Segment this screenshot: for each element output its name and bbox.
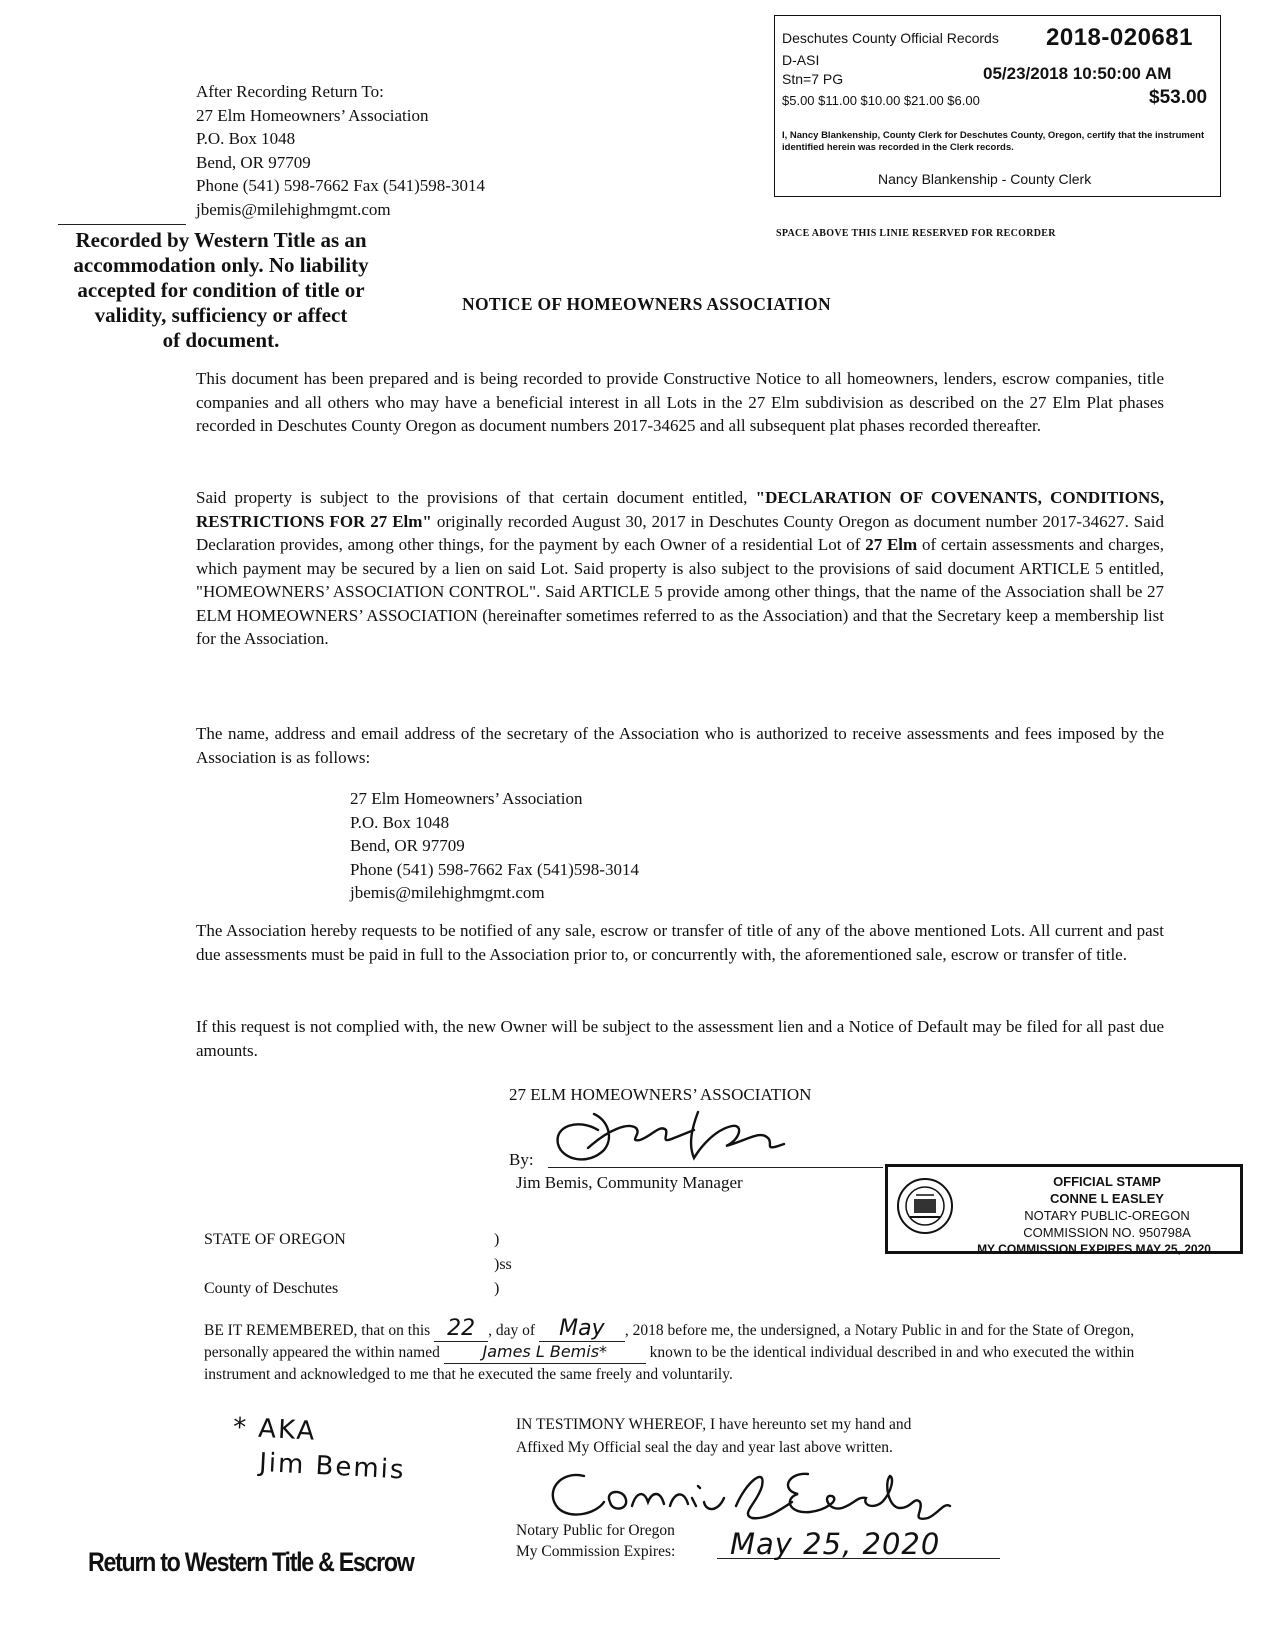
notary-title: NOTARY PUBLIC-OREGON (1024, 1208, 1190, 1223)
return-to-heading: After Recording Return To: (196, 82, 384, 101)
recorder-title: Deschutes County Official Records (782, 30, 999, 46)
association-name: 27 ELM HOMEOWNERS’ ASSOCIATION (509, 1085, 812, 1104)
notary-stamp (885, 1164, 1243, 1254)
venue-paren: ) (494, 1280, 500, 1297)
stamp-line: Recorded by Western Title as an (75, 228, 367, 252)
paragraph-text: Said property is subject to the provisions of that certain document entitled, (196, 488, 756, 507)
venue-state: STATE OF OREGON (204, 1231, 346, 1248)
paragraph-constructive-notice: This document has been prepared and is being recorded to provide Constructive Notice to all homeowners, lenders, escrow companies, title companies and all others who may have a beneficial interest in all Lots in the 27 Elm subdivision as described on the 27 Elm Plat phases recorded in Deschutes County Oregon as document numbers 2017-34625 and all subsequent plat phases recorded thereafter. (196, 369, 1164, 435)
oregon-seal-icon (896, 1177, 954, 1235)
return-to-box: P.O. Box 1048 (196, 129, 296, 148)
notary-name: CONNE L EASLEY (1050, 1191, 1164, 1206)
ack-month: May (559, 1316, 605, 1341)
aka-handwritten-note (230, 1410, 408, 1487)
paragraph-secretary: The name, address and email address of the secretary of the Association who is authorized to receive assessments and fees imposed by the Association is as follows: (196, 724, 1164, 767)
stamp-heading: OFFICIAL STAMP (1053, 1174, 1161, 1189)
venue-county: County of Deschutes (204, 1280, 339, 1297)
ack-month-field (539, 1316, 625, 1342)
paragraph-text: originally recorded August 30, 2017 in Deschutes County Oregon as document number 2017-34627. Said Declaration provides, among other things, for the payment by each Owner of a residential Lot of (196, 511, 1164, 554)
return-to-phone: Phone (541) 598-7662 Fax (541)598-3014 (196, 176, 485, 195)
notary-stamp-text (976, 1173, 1238, 1258)
return-to-western-title: Return to Western Title & Escrow (88, 1547, 414, 1577)
address-email: jbemis@milehighmgmt.com (350, 883, 545, 902)
acknowledgment-paragraph (204, 1316, 1184, 1385)
ack-name: James L Bemis* (482, 1342, 608, 1361)
testimony-block (516, 1413, 911, 1459)
return-to-city: Bend, OR 97709 (196, 152, 311, 172)
return-to-email: jbemis@milehighmgmt.com (196, 199, 391, 219)
record-number: 2018-020681 (1046, 24, 1193, 51)
commission-number: COMMISSION NO. 950798A (1023, 1225, 1191, 1240)
clerk-certification: I, Nancy Blankenship, County Clerk for Deschutes County, Oregon, certify that the instrument identified herein was recorded in the Clerk records. (782, 130, 1205, 153)
document-title: NOTICE OF HOMEOWNERS ASSOCIATION (462, 294, 831, 314)
notary-footer (516, 1520, 675, 1562)
stamp-line: accepted for condition of title or (77, 278, 365, 302)
paragraph-declaration (196, 486, 1164, 651)
declaration-title: "DECLARATION OF COVENANTS, CONDITIONS, RESTRICTIONS FOR 27 Elm" (196, 488, 1164, 531)
record-fees: $5.00 $11.00 $10.00 $21.00 $6.00 (782, 93, 980, 108)
return-to-block (196, 80, 485, 221)
address-box: P.O. Box 1048 (350, 812, 450, 832)
record-datetime: 05/23/2018 10:50:00 AM (983, 64, 1172, 83)
aka-label: * AKA (232, 1412, 318, 1447)
county-clerk: Nancy Blankenship - County Clerk (878, 171, 1092, 187)
address-city: Bend, OR 97709 (350, 836, 465, 855)
ack-text: known to be the identical individual described in and who executed the within instrument and acknowledged to me that he executed the same freely and voluntarily. (204, 1344, 1135, 1383)
notary-public-label: Notary Public for Oregon (516, 1522, 675, 1539)
venue-paren: ) (494, 1231, 500, 1248)
secretary-address (350, 787, 639, 905)
address-phone: Phone (541) 598-7662 Fax (541)598-3014 (350, 859, 639, 879)
record-total: $53.00 (1149, 87, 1208, 108)
address-name: 27 Elm Homeowners’ Association (350, 789, 583, 808)
aka-name: Jim Bemis (258, 1447, 407, 1486)
ack-day: 22 (447, 1316, 476, 1341)
recorder-space-note: SPACE ABOVE THIS LINIE RESERVED FOR RECORDER (776, 228, 1056, 239)
testimony-line: Affixed My Official seal the day and year last above written. (516, 1439, 893, 1456)
commission-expires-handwritten: May 25, 2020 (730, 1527, 941, 1561)
stamp-line: validity, sufficiency or affect (94, 303, 348, 327)
venue-ss: )ss (494, 1256, 512, 1273)
western-title-stamp (30, 228, 412, 353)
record-station: Stn=7 PG (782, 71, 844, 87)
notary-signature (540, 1462, 960, 1528)
ack-text: , day of (488, 1322, 539, 1339)
recorder-box (774, 15, 1221, 197)
stamp-line: accommodation only. No liability (73, 253, 369, 277)
record-code: D-ASI (782, 52, 820, 68)
return-to-name: 27 Elm Homeowners’ Association (196, 105, 429, 125)
subdivision-name: 27 Elm (865, 535, 918, 554)
manager-signature (548, 1100, 808, 1172)
testimony-line: IN TESTIMONY WHEREOF, I have hereunto set my hand and (516, 1416, 912, 1433)
signer-name: Jim Bemis, Community Manager (516, 1173, 743, 1192)
divider-line (58, 224, 186, 225)
stamp-line: of document. (162, 328, 280, 352)
by-label: By: (509, 1150, 534, 1169)
paragraph-default: If this request is not complied with, the new Owner will be subject to the assessment lien and a Notice of Default may be filed for all past due amounts. (196, 1017, 1164, 1060)
paragraph-text: of certain assessments and charges, which payment may be secured by a lien on said Lot. Said property is also subject to the provisions of said document ARTICLE 5 entitled, "HOMEOWNERS’ ASSOCIATION CONTROL". Said ARTICLE 5 provide among other things, that the name of the Association shall be 27 ELM HOMEOWNERS’ ASSOCIATION (hereinafter sometimes referred to as the Association) and that the Secretary keep a membership list for the Association. (196, 535, 1164, 648)
paragraph-transfer-notice: The Association hereby requests to be notified of any sale, escrow or transfer of title of any of the above mentioned Lots. All current and past due assessments must be paid in full to the Association prior to, or concurrently with, the aforementioned sale, escrow or transfer of title. (196, 921, 1164, 964)
ack-text: BE IT REMEMBERED, that on this (204, 1322, 435, 1339)
ack-day-field (434, 1316, 488, 1342)
ack-text: , 2018 before me, the undersigned, a Notary Public in and for the State of Oregon, personally appeared the within named (204, 1322, 1135, 1361)
commission-expires-label: My Commission Expires: (516, 1543, 676, 1560)
commission-expiry: MY COMMISSION EXPIRES MAY 25, 2020 (977, 1242, 1211, 1256)
ack-name-field (444, 1342, 646, 1364)
